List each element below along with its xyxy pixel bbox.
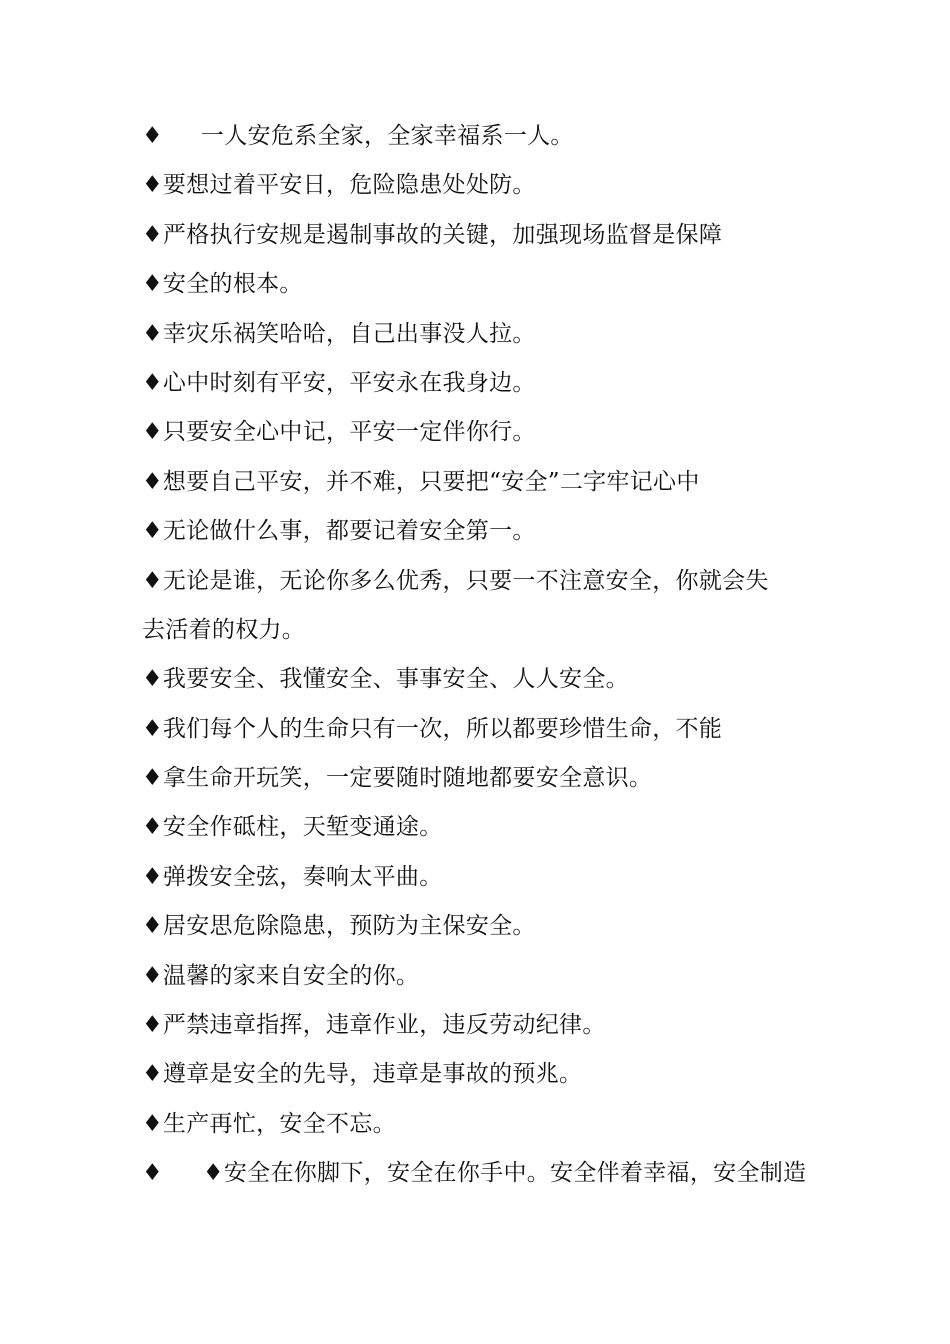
slogan-line-17: ♦居安思危除隐患，预防为主保安全。 (142, 913, 536, 940)
bullet-icon: ♦ (142, 1160, 163, 1187)
slogan-line-11: 去活着的权力。 (142, 616, 306, 643)
slogan-line-4: ♦安全的根本。 (142, 271, 303, 298)
slogan-line-8: ♦想要自己平安，并不难，只要把“安全”二字牢记心中 (142, 468, 700, 495)
slogan-line-12: ♦我要安全、我懂安全、事事安全、人人安全。 (142, 666, 629, 693)
slogan-line-10: ♦无论是谁，无论你多么优秀，只要一不注意安全，你就会失 (142, 567, 769, 594)
slogan-line-13: ♦我们每个人的生命只有一次，所以都要珍惜生命，不能 (142, 715, 723, 742)
slogan-line-19: ♦严禁违章指挥，违章作业，违反劳动纪律。 (142, 1012, 606, 1039)
slogan-text: ♦安全在你脚下，安全在你手中。安全伴着幸福，安全制造 (202, 1160, 807, 1187)
slogan-line-16: ♦弹拨安全弦，奏响太平曲。 (142, 863, 443, 890)
slogan-line-5: ♦幸灾乐祸笑哈哈，自己出事没人拉。 (142, 320, 536, 347)
slogan-line-7: ♦只要安全心中记，平安一定伴你行。 (142, 419, 536, 446)
slogan-line-2: ♦要想过着平安日，危险隐患处处防。 (142, 172, 536, 199)
slogan-line-14: ♦拿生命开玩笑，一定要随时随地都要安全意识。 (142, 765, 653, 792)
slogan-text: 一人安危系全家，全家幸福系一人。 (200, 123, 574, 149)
slogan-list (142, 112, 822, 1199)
slogan-line-3: ♦严格执行安规是遏制事故的关键，加强现场监督是保障 (142, 221, 723, 248)
slogan-line-18: ♦温馨的家来自安全的你。 (142, 962, 420, 989)
slogan-line-6: ♦心中时刻有平安，平安永在我身边。 (142, 369, 536, 396)
slogan-line-21: ♦生产再忙，安全不忘。 (142, 1110, 396, 1137)
slogan-line-9: ♦无论做什么事，都要记着安全第一。 (142, 518, 536, 545)
slogan-line-1 (142, 112, 822, 161)
slogan-line-22 (142, 1149, 822, 1198)
bullet-icon: ♦ (142, 123, 163, 149)
slogan-line-15: ♦安全作砥柱，天堑变通途。 (142, 814, 443, 841)
slogan-line-20: ♦遵章是安全的先导，违章是事故的预兆。 (142, 1061, 583, 1088)
